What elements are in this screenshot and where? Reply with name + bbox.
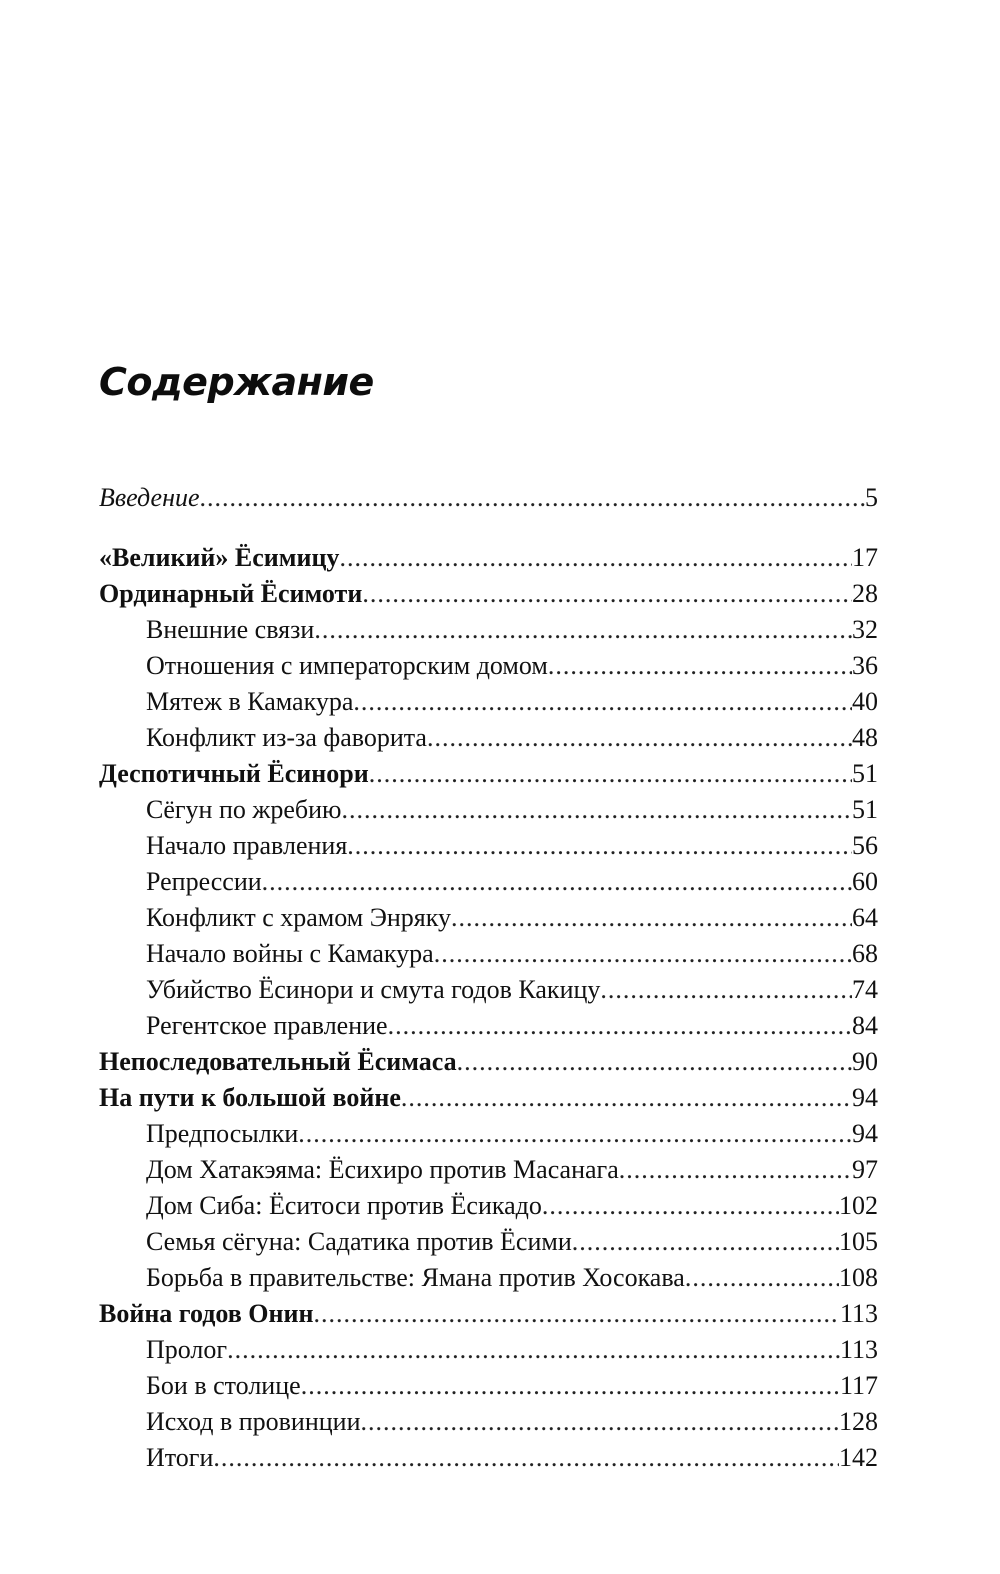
toc-page-number: 36 [852,651,878,680]
toc-page-number: 17 [852,543,878,572]
dot-leader [227,1332,840,1368]
toc-entry-title: Исход в провинции [146,1407,361,1436]
toc-page-number: 113 [839,1299,878,1328]
toc-entry-title: Деспотичный Ёсинори [99,759,369,788]
toc-entry-title: «Великий» Ёсимицу [99,543,340,572]
toc-section[interactable] [146,684,878,720]
toc-entry-title: Бои в столице [146,1371,301,1400]
toc-entry-title: Мятеж в Камакура [146,687,354,716]
toc-entry-title: Непоследовательный Ёсимаса [99,1047,457,1076]
toc-page-number: 32 [852,615,878,644]
dot-leader [313,1296,840,1332]
dot-leader [213,1440,839,1476]
toc-page-number: 105 [839,1227,878,1256]
toc-section[interactable] [146,828,878,864]
toc-chapter-yoshimochi[interactable] [99,576,878,612]
toc-section[interactable] [146,1404,878,1440]
toc-entry-title: Конфликт с храмом Энряку [146,903,451,932]
toc-page-number: 128 [839,1407,878,1436]
toc-entry-title: Дом Хатакэяма: Ёсихиро против Масанага [146,1155,619,1184]
dot-leader [200,480,865,516]
toc-entry-title: Отношения с императорским домом [146,651,548,680]
dot-leader [457,1044,852,1080]
toc-chapter-yoshimitsu[interactable] [99,540,878,576]
toc-entry-title: Убийство Ёсинори и смута годов Какицу [146,975,601,1004]
toc-entry-title: Регентское правление [146,1011,388,1040]
toc-section[interactable] [146,1008,878,1044]
toc-section[interactable] [146,1368,878,1404]
dot-leader [362,576,852,612]
toc-page-number: 108 [839,1263,878,1292]
toc-section[interactable] [146,648,878,684]
toc-section[interactable] [146,720,878,756]
page-title: Содержание [99,360,374,404]
dot-leader [353,684,852,720]
toc-entry-title: Начало правления [146,831,348,860]
toc-page-number: 51 [852,795,878,824]
dot-leader [298,1116,852,1152]
toc-entry-title: Семья сёгуна: Садатика против Ёсими [146,1227,572,1256]
toc-page-number: 56 [852,831,878,860]
toc-page-number: 51 [852,759,878,788]
toc-page-number: 28 [852,579,878,608]
toc-section[interactable] [146,1332,878,1368]
toc-entry-title: Внешние связи [146,615,315,644]
toc-section[interactable] [146,792,878,828]
toc-page-number: 97 [852,1155,878,1184]
toc-page-number: 84 [852,1011,878,1040]
toc-page-number: 117 [839,1371,878,1400]
toc-page-number: 68 [852,939,878,968]
toc-entry-title: Борьба в правительстве: Ямана против Хосокава [146,1263,685,1292]
toc-section[interactable] [146,1224,878,1260]
toc-section[interactable] [146,1116,878,1152]
toc-page-number: 5 [865,483,878,512]
toc-entry-title: Война годов Онин [99,1299,314,1328]
toc-entry-title: Пролог [146,1335,228,1364]
toc-entry-title: Предпосылки [146,1119,299,1148]
toc-chapter-yoshimasa[interactable] [99,1044,878,1080]
dot-leader [572,1224,839,1260]
toc-chapter-road-to-war[interactable] [99,1080,878,1116]
toc-page-number: 40 [852,687,878,716]
dot-leader [388,1008,852,1044]
toc-section[interactable] [146,1152,878,1188]
toc-page-number: 60 [852,867,878,896]
toc-section[interactable] [146,936,878,972]
dot-leader [262,864,852,900]
dot-leader [314,612,852,648]
toc-section[interactable] [146,1260,878,1296]
dot-leader [347,828,852,864]
dot-leader [619,1152,852,1188]
toc-entry-title: Начало войны с Камакура [146,939,434,968]
toc-entry-title: На пути к большой войне [99,1083,401,1112]
toc-page-number: 102 [839,1191,878,1220]
toc-page-number: 142 [839,1443,878,1472]
dot-leader [548,648,852,684]
dot-leader [451,900,852,936]
dot-leader [434,936,852,972]
toc-section[interactable] [146,612,878,648]
toc-page-number: 64 [852,903,878,932]
dot-leader [427,720,852,756]
toc-page-number: 94 [852,1083,878,1112]
toc-page-number: 48 [852,723,878,752]
dot-leader [341,792,852,828]
toc-page-number: 113 [839,1335,878,1364]
toc-entry-title: Дом Сиба: Ёситоси против Ёсикадо [146,1191,542,1220]
toc-page-number: 74 [852,975,878,1004]
dot-leader [339,540,852,576]
toc-entry-title: Репрессии [146,867,262,896]
toc-chapter-onin-war[interactable] [99,1296,878,1332]
dot-leader [361,1404,840,1440]
toc-section[interactable] [146,900,878,936]
toc-entry-title: Итоги [146,1443,214,1472]
toc-section[interactable] [146,864,878,900]
toc-entry-title: Ординарный Ёсимоти [99,579,363,608]
toc-page-number: 90 [852,1047,878,1076]
dot-leader [685,1260,839,1296]
dot-leader [600,972,852,1008]
dot-leader [401,1080,852,1116]
toc-section[interactable] [146,972,878,1008]
toc-page-number: 94 [852,1119,878,1148]
toc-chapter-yoshinori[interactable] [99,756,878,792]
toc-section[interactable] [146,1440,878,1476]
dot-leader [301,1368,840,1404]
toc-section[interactable] [146,1188,878,1224]
toc-entry-title: Введение [99,483,200,512]
toc-entry-title: Сёгун по жребию [146,795,342,824]
toc-entry-introduction[interactable] [99,480,878,516]
dot-leader [542,1188,839,1224]
toc-entry-title: Конфликт из-за фаворита [146,723,427,752]
dot-leader [369,756,852,792]
